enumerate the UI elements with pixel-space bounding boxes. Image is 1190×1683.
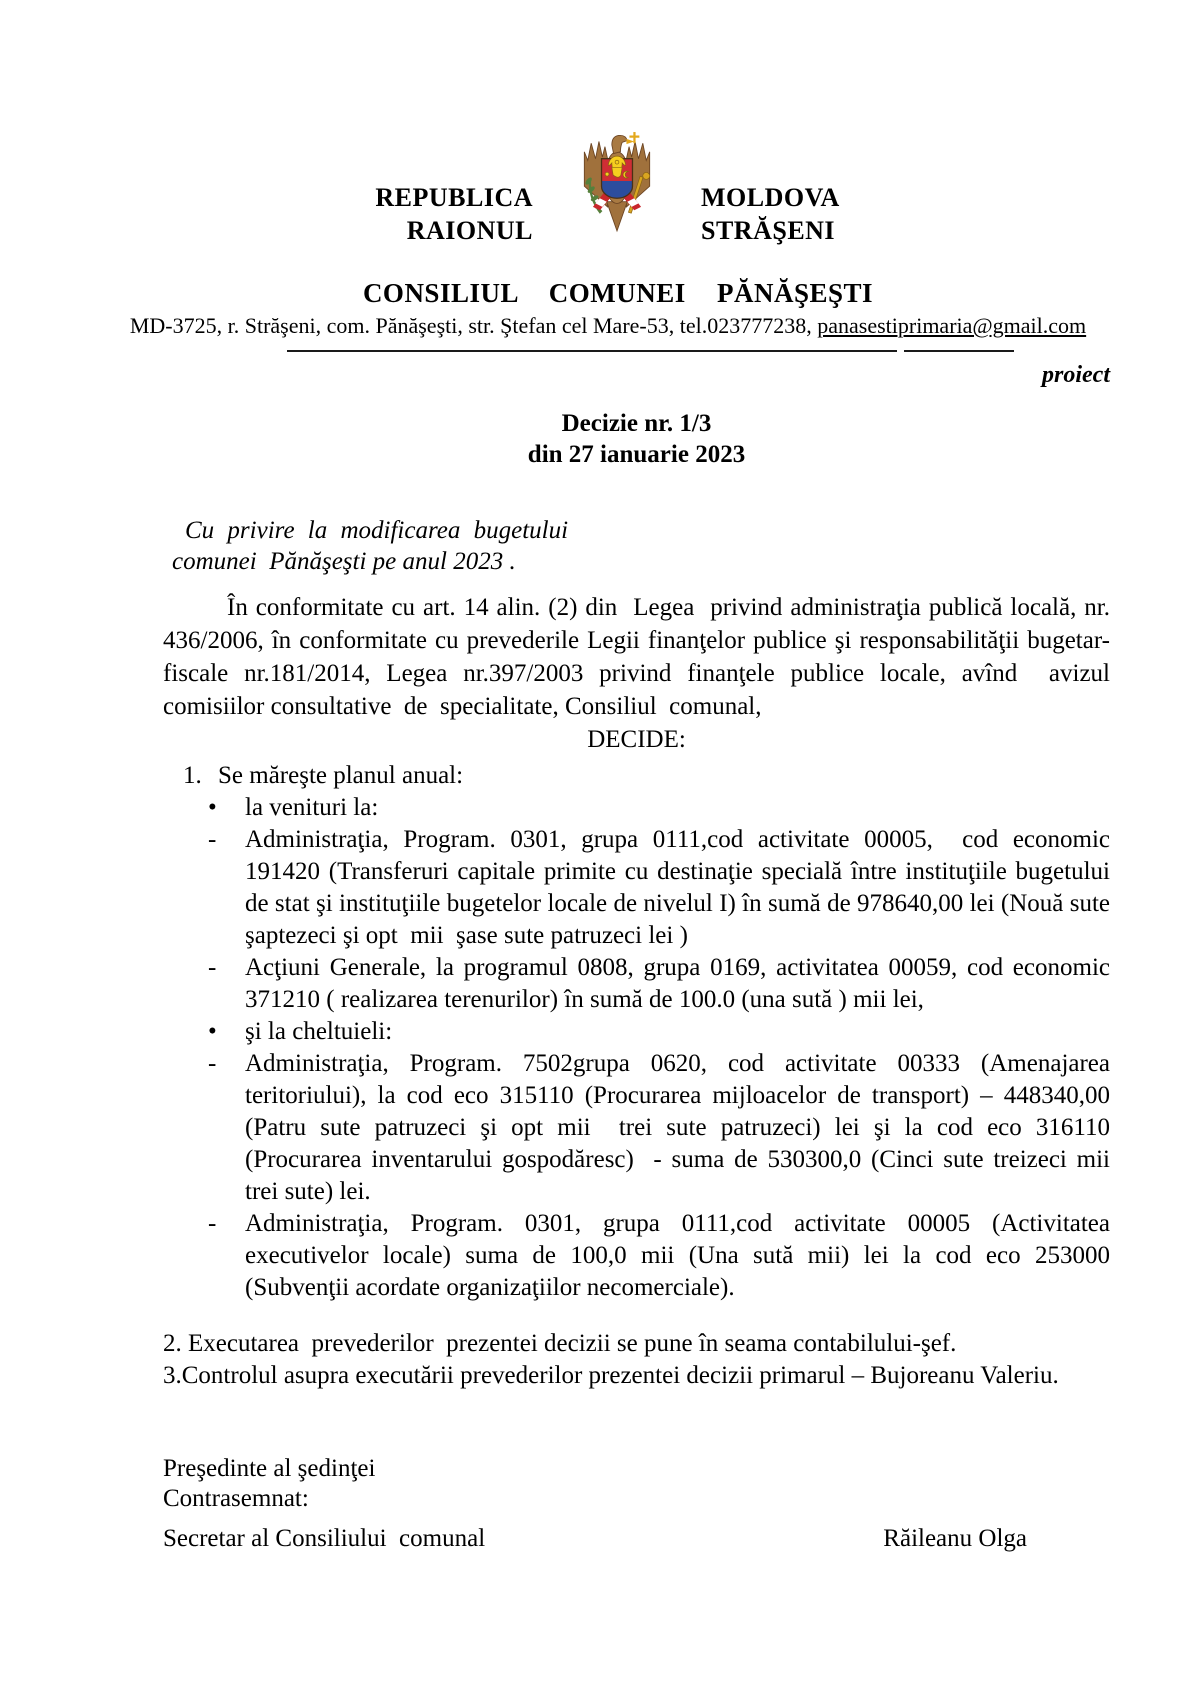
- decision-date: din 27 ianuarie 2023: [527, 441, 746, 468]
- decision-title: [163, 408, 1110, 470]
- subject-line-1: Cu privire la modificarea bugetului: [185, 517, 569, 544]
- moldova-coat-of-arms-icon: [574, 131, 660, 238]
- list-item-text: la venituri la:: [245, 794, 379, 821]
- separator-segment: [287, 350, 897, 352]
- bullet-marker: •: [208, 794, 217, 821]
- budget-changes-list: [163, 792, 1117, 1304]
- decision-number: Decizie nr. 1/3: [561, 410, 712, 437]
- dash-marker: -: [208, 954, 217, 981]
- chair-signature-label: Preşedinte al şedinţei: [163, 1455, 376, 1482]
- document-body: [0, 361, 1190, 1554]
- republic-label-right: MOLDOVA: [701, 183, 840, 212]
- list-item: [163, 1048, 1117, 1208]
- separator-segment: [904, 350, 1014, 352]
- letterhead: [140, 131, 1190, 247]
- secretary-signature-row: [163, 1524, 1110, 1554]
- letterhead-left-column: [140, 131, 533, 247]
- list-item: [163, 1016, 1110, 1048]
- point-text: Se măreşte planul anual:: [218, 762, 464, 789]
- list-item-text: Administraţia, Program. 7502grupa 0620, cod activitate 00333 (Amenajarea teritoriului), la cod eco 315110 (Procurarea mijloacelor de transport) – 448340,00 (Patru sute patruzeci şi opt mii trei sute patruzeci) lei şi la cod eco 316110 (Procurarea inventarului gospodăresc) - suma de 530300,0 (Cinci sute treizeci mii trei sute) lei.: [245, 1050, 1117, 1205]
- list-item: [163, 952, 1117, 1016]
- dash-marker: -: [208, 1210, 217, 1237]
- preamble-paragraph: În conformitate cu art. 14 alin. (2) din Legea privind administraţia publică locală, nr. 436/2006, în conformitate cu prevederile Legii finanţelor publice şi responsabilităţii bugetar-fiscale nr.181/2014, Legea nr.397/2003 privind finanţele publice locale, avînd avizul comisiilor consultative de specialitate, Consiliul comunal,: [163, 594, 1123, 720]
- subject-line-2: comunei Pănăşeşti pe anul 2023 .: [172, 548, 516, 575]
- list-item-text: Acţiuni Generale, la programul 0808, grupa 0169, activitatea 00059, cod economic 371210 ( realizarea terenurilor) în sumă de 100.0 (una sută ) mii lei,: [245, 954, 1117, 1013]
- decision-point-2: 2. Executarea prevederilor prezentei decizii se pune în seama contabilului-şef.: [163, 1330, 957, 1357]
- countersigned-label: Contrasemnat:: [163, 1485, 309, 1512]
- bullet-marker: •: [208, 1018, 217, 1045]
- list-item: [163, 1208, 1117, 1304]
- address-text: MD-3725, r. Străşeni, com. Pănăşeşti, str. Ştefan cel Mare-53, tel.023777238,: [129, 313, 818, 338]
- decision-point-1: [163, 760, 1110, 792]
- list-item-text: Administraţia, Program. 0301, grupa 0111,cod activitate 00005, cod economic 191420 (Transferuri capitale primite cu destinaţie specială între instituţiile bugetului de stat şi instituţiile bugetelor locale de nivelul I) în sumă de 978640,00 lei (Nouă sute şaptezeci şi opt mii şase sute patruzeci lei ): [245, 826, 1117, 949]
- separator-line: [287, 350, 1190, 352]
- email-link[interactable]: panasestiprimaria@gmail.com: [817, 313, 1087, 338]
- subject-block: [163, 515, 1110, 577]
- district-label-left: RAIONUL: [406, 216, 533, 245]
- dash-marker: -: [208, 1050, 217, 1077]
- decision-point-3: 3.Controlul asupra executării prevederilor prezentei decizii primarul – Bujoreanu Valeriu.: [163, 1362, 1059, 1389]
- list-item-text: şi la cheltuieli:: [245, 1018, 393, 1045]
- point-number: 1.: [183, 762, 202, 789]
- list-item: [163, 792, 1110, 824]
- council-name: CONSILIUL COMUNEI PĂNĂŞEŞTI: [362, 278, 874, 308]
- secretary-name: Răileanu Olga: [883, 1525, 1027, 1552]
- list-item: [163, 824, 1117, 952]
- republic-label-left: REPUBLICA: [375, 183, 533, 212]
- list-item-text: Administraţia, Program. 0301, grupa 0111,cod activitate 00005 (Activitatea executivelor locale) suma de 100,0 mii (Una sută mii) lei la cod eco 253000 (Subvenţii acordate organizaţiilor necomerciale).: [245, 1210, 1117, 1301]
- secretary-title: Secretar al Consiliului comunal: [163, 1525, 486, 1552]
- address-line: [0, 312, 1190, 339]
- draft-label: proiect: [1042, 362, 1110, 388]
- decide-label: DECIDE:: [587, 726, 686, 753]
- letterhead-right-column: [701, 131, 840, 247]
- dash-marker: -: [208, 826, 217, 853]
- district-label-right: STRĂŞENI: [701, 216, 836, 245]
